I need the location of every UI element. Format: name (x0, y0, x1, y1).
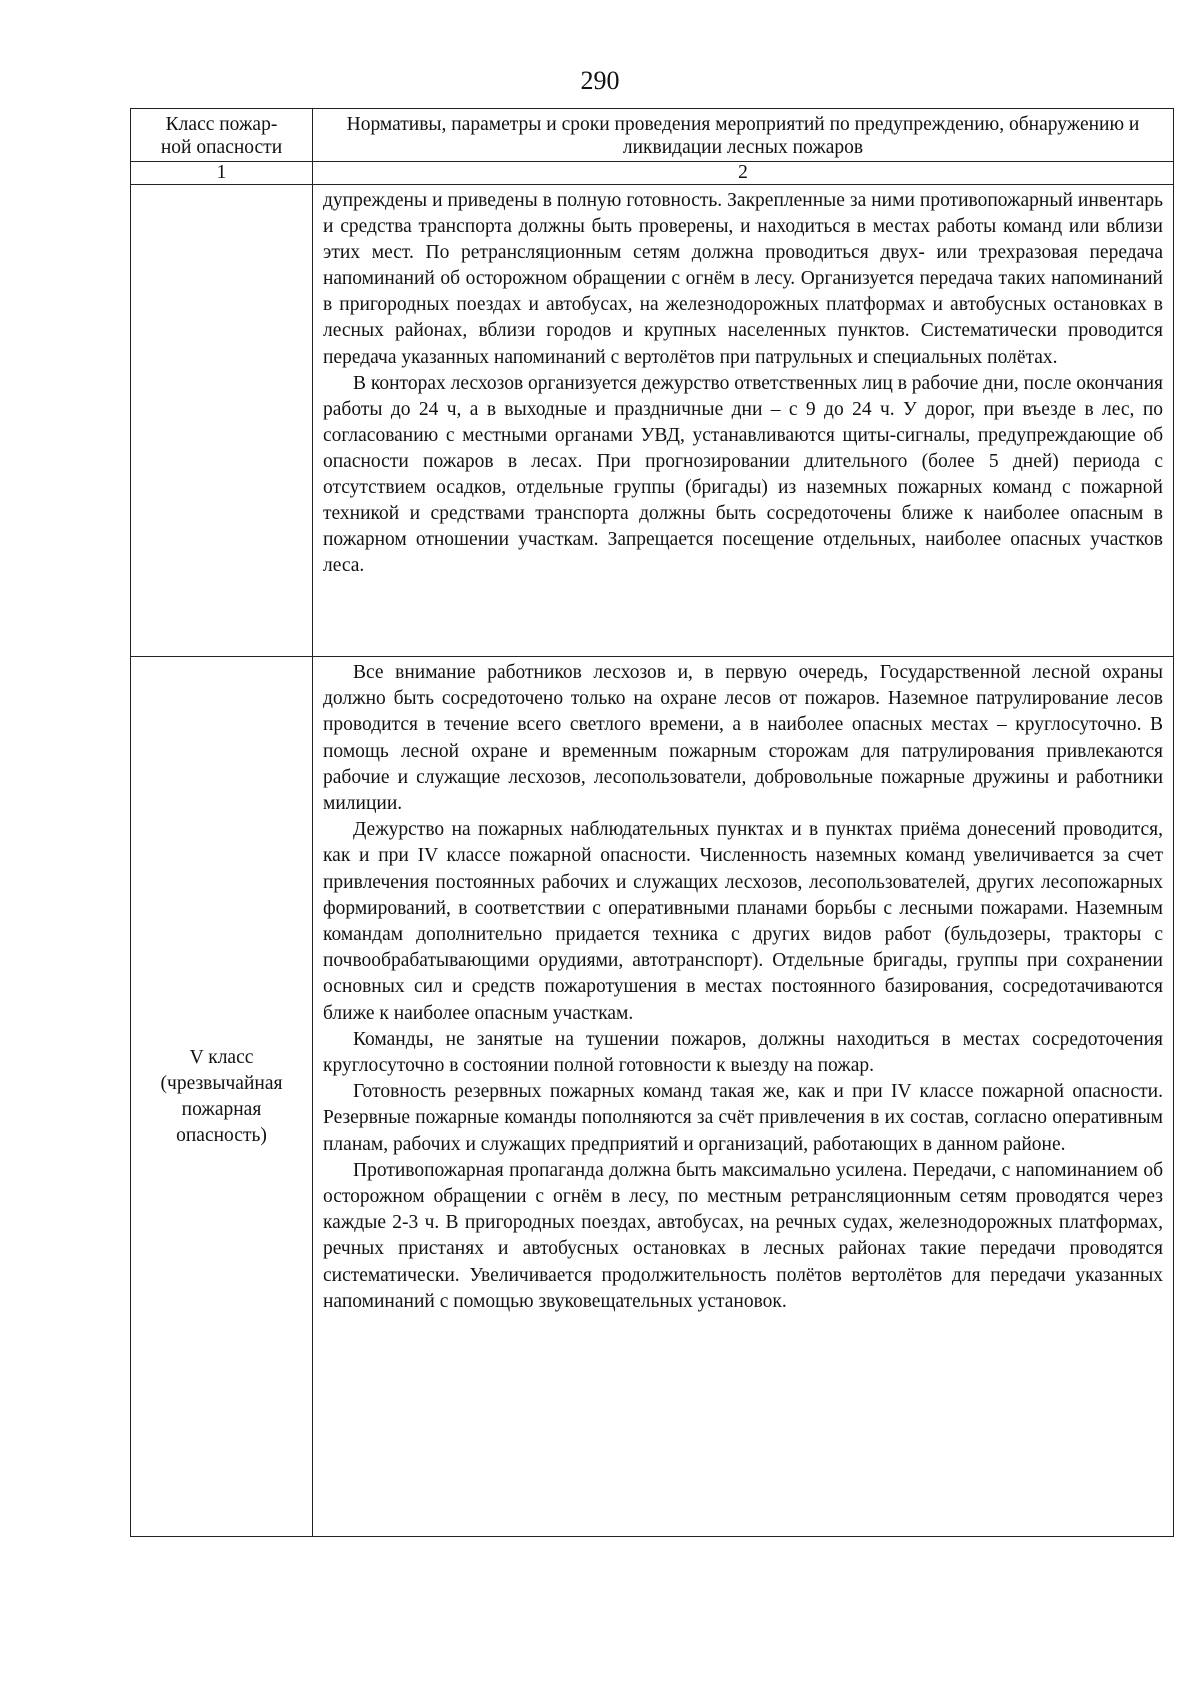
header-norms-column: Нормативы, параметры и сроки проведения мероприятий по предупреждению, обнаружению и ликвидации лесных пожаров (313, 109, 1174, 162)
class-label-line1: V класс (189, 1046, 254, 1068)
column-number-2: 2 (313, 162, 1174, 185)
page-number: 290 (580, 66, 620, 95)
table-header-row (131, 109, 1174, 162)
table-row (131, 657, 1174, 1537)
column-number-1: 1 (131, 162, 313, 185)
class-label-line3: пожарная (181, 1098, 262, 1120)
table-row (131, 185, 1174, 657)
norms-cell (313, 185, 1174, 657)
paragraph: Команды, не занятые на тушении пожаров, должны находиться в местах сосредоточения круглосуточно в состоянии полной готовности к выезду на пожар. (323, 1028, 1163, 1077)
class-cell-v (131, 657, 313, 1537)
paragraph: Дежурство на пожарных наблюдательных пунктах и в пунктах приёма донесений проводится, как и при IV классе пожарной опасности. Численность наземных команд увеличивается за счет привлечения постоянных рабочих и служащих лесхозов, лесопользователей, других лесопожарных формирований, в соответствии с оперативными планами борьбы с лесными пожарами. Наземным командам дополнительно придается техника с других видов работ (бульдозеры, тракторы с почвообрабатывающими орудиями, автотранспорт). Отдельные бригады, группы при сохранении основных сил и средств пожаротушения в местах постоянного базирования, сосредотачиваются ближе к наиболее опасным участкам. (323, 819, 1163, 1024)
paragraph: дупреждены и приведены в полную готовность. Закрепленные за ними противопожарный инвентарь и средства транспорта должны быть проверены, и находиться в местах работы команд или вблизи этих мест. По ретрансляционным сетям должна проводиться двух- или трехразовая передача напоминаний об осторожном обращении с огнём в лесу. Организуется передача таких напоминаний в пригородных поездах и автобусах, на железнодорожных платформах и автобусных остановках в лесных районах, вблизи городов и крупных населенных пунктов. Систематически проводится передача указанных напоминаний с вертолётов при патрульных и специальных полётах. (323, 190, 1163, 368)
header-class-line2: ной опасности (160, 137, 283, 158)
paragraph: В конторах лесхозов организуется дежурство ответственных лиц в рабочие дни, после окончания работы до 24 ч, а в выходные и праздничные дни – с 9 до 24 ч. У дорог, при въезде в лес, по согласованию с местными органами УВД, устанавливаются щиты-сигналы, предупреждающие об опасности пожаров в лесах. При прогнозировании длительного (более 5 дней) периода с отсутствием осадков, отдельные группы (бригады) из наземных пожарных команд с пожарной техникой и средствами транспорта должны быть сосредоточены ближе к наиболее опасным в пожарном отношении участкам. Запрещается посещение отдельных, наиболее опасных участков леса. (323, 372, 1163, 577)
class-cell-empty (131, 185, 313, 657)
header-class-line1: Класс пожар- (165, 114, 278, 135)
class-label-line4: опасность) (176, 1124, 267, 1146)
paragraph: Готовность резервных пожарных команд такая же, как и при IV классе пожарной опасности. Резервные пожарные команды пополняются за счёт привлечения в их состав, согласно оперативным планам, рабочих и служащих предприятий и организаций, работающих в данном районе. (323, 1081, 1163, 1155)
paragraph: Все внимание работников лесхозов и, в первую очередь, Государственной лесной охраны должно быть сосредоточено только на охране лесов от пожаров. Наземное патрулирование лесов проводится в течение всего светлого времени, а в наиболее опасных местах – круглосуточно. В помощь лесной охране и временным пожарным сторожам для патрулирования привлекаются рабочие и служащие лесхозов, лесопользователи, добровольные пожарные дружины и работники милиции. (323, 662, 1163, 815)
class-label-line2: (чрезвычайная (160, 1072, 283, 1094)
header-class-column (131, 109, 313, 162)
column-number-row (131, 162, 1174, 185)
norms-cell (313, 657, 1174, 1537)
fire-danger-norms-table (130, 108, 1174, 1537)
paragraph: Противопожарная пропаганда должна быть максимально усилена. Передачи, с напоминанием об осторожном обращении с огнём в лесу, по местным ретрансляционным сетям проводятся через каждые 2-3 ч. В пригородных поездах, автобусах, на речных судах, железнодорожных платформах, речных пристанях и автобусных остановках в лесных районах такие передачи проводятся систематически. Увеличивается продолжительность полётов вертолётов для передачи указанных напоминаний с помощью звуковещательных установок. (323, 1159, 1163, 1312)
